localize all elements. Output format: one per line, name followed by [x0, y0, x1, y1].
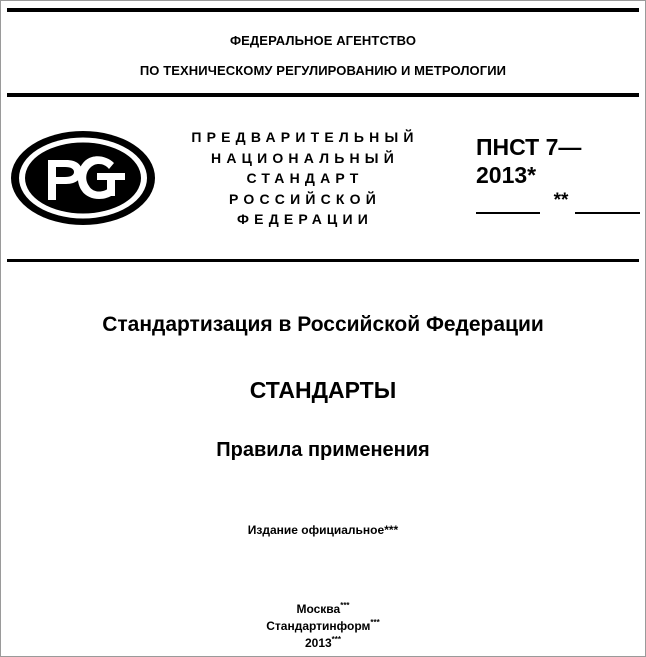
- blank-underline-right: [575, 212, 640, 214]
- standard-type-line: ФЕДЕРАЦИИ: [237, 211, 373, 227]
- standard-type-line: РОССИЙСКОЙ: [229, 190, 381, 207]
- imprint-city-line: [0, 602, 646, 617]
- edition-text: Издание официальное: [247, 523, 385, 537]
- imprint-year-mark: ***: [331, 635, 342, 644]
- agency-line-1: ФЕДЕРАЛЬНОЕ АГЕНТСТВО: [229, 33, 417, 48]
- imprint-city: Москва: [296, 602, 341, 616]
- imprint-city-mark: ***: [340, 601, 350, 610]
- designation-blank-line: [476, 191, 640, 217]
- imprint-year-line: [0, 636, 646, 651]
- main-title: Стандартизация в Российской Федерации: [102, 313, 544, 336]
- imprint-publisher-line: [0, 619, 646, 634]
- gost-r-logo-icon: [8, 128, 158, 228]
- top-rule: [7, 8, 639, 12]
- designation-line-1: ПНСТ 7—: [476, 134, 582, 160]
- aspect-title: Правила применения: [216, 439, 430, 461]
- standard-designation: [476, 133, 581, 189]
- designation-stars: **: [553, 190, 569, 211]
- subject-title: СТАНДАРТЫ: [249, 377, 397, 403]
- imprint-year: 2013: [304, 636, 332, 650]
- title-rule: [7, 259, 639, 262]
- edition-mark: ***: [384, 523, 399, 537]
- standard-type: [170, 127, 440, 230]
- edition-note: [0, 523, 646, 537]
- designation-line-2: 2013*: [476, 162, 537, 188]
- imprint-publisher: Стандартинформ: [266, 619, 371, 633]
- standard-type-line: НАЦИОНАЛЬНЫЙ: [211, 149, 399, 166]
- standard-type-line: ПРЕДВАРИТЕЛЬНЫЙ: [191, 129, 419, 145]
- standard-type-line: СТАНДАРТ: [246, 170, 364, 186]
- header-rule: [7, 93, 639, 97]
- blank-underline-left: [476, 212, 540, 214]
- imprint-publisher-mark: ***: [370, 618, 380, 627]
- agency-line-2: ПО ТЕХНИЧЕСКОМУ РЕГУЛИРОВАНИЮ И МЕТРОЛОГИИ: [139, 63, 507, 78]
